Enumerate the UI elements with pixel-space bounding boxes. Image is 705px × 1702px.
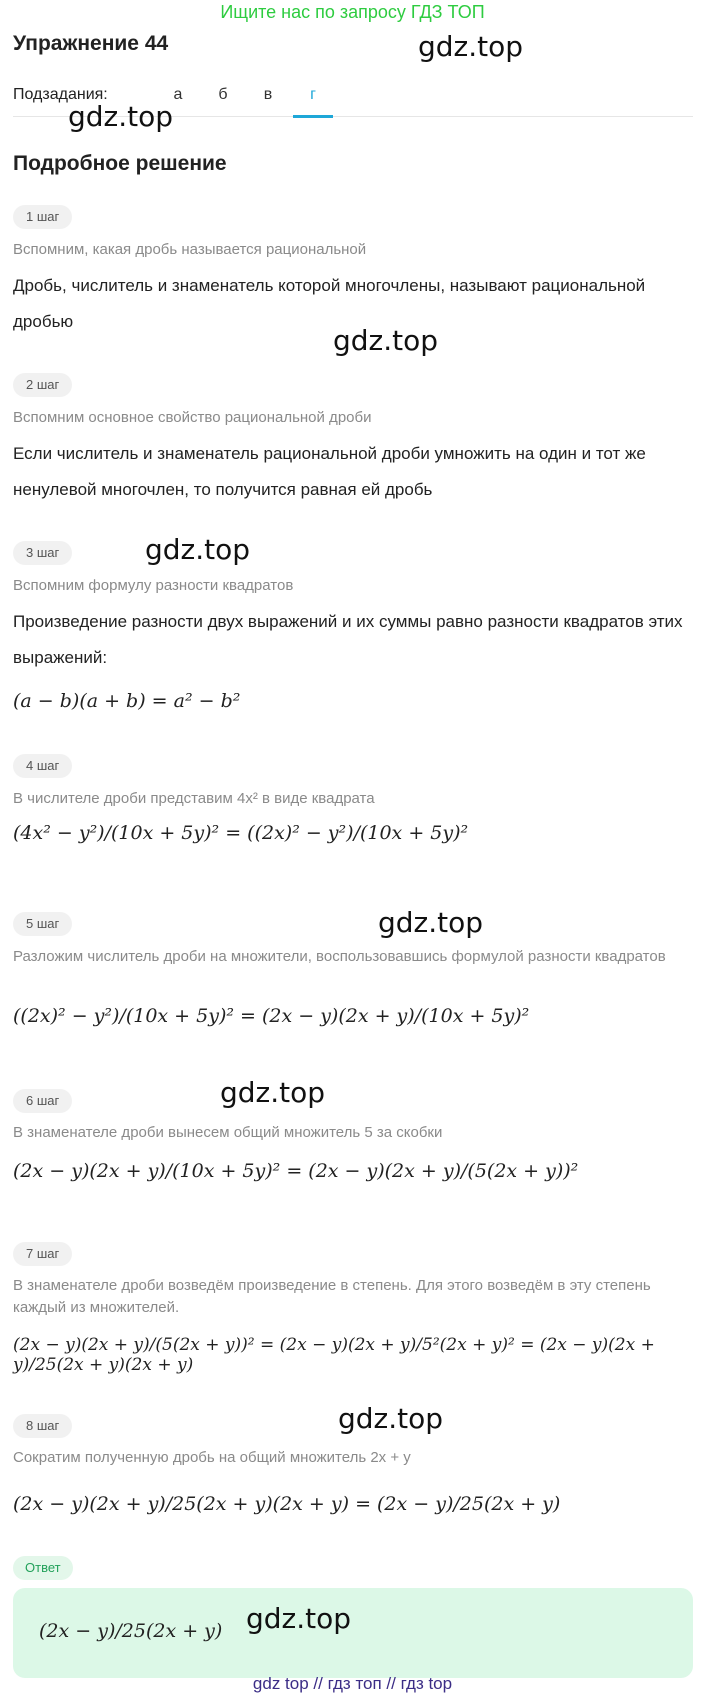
step-formula: (4x² − y²)/(10x + 5y)² = ((2x)² − y²)/(10x + 5y)²: [13, 822, 469, 844]
step-hint: В знаменателе дроби возведём произведение в степень. Для этого возведём в эту степень каждый из множителей.: [13, 1277, 651, 1316]
step-text: Если числитель и знаменатель рациональной дроби умножить на один и тот же ненулевой многочлен, то получится равная ей дробь: [13, 444, 646, 499]
step-formula: (2x − y)(2x + y)/(5(2x + y))² = (2x − y)(2x + y)/5²(2x + y)² = (2x − y)(2x + y)/25(2x + y)(2x + y): [13, 1335, 655, 1375]
step-hint: Вспомним основное свойство рациональной дроби: [13, 409, 372, 426]
watermark: gdz.top: [333, 324, 439, 357]
step-formula: ((2x)² − y²)/(10x + 5y)² = (2x − y)(2x + y)/(10x + 5y)²: [13, 1005, 530, 1027]
step-badge: 8 шаг: [13, 1414, 72, 1438]
subtasks-label: Подзадания:: [13, 86, 108, 103]
step-badge: 2 шаг: [13, 373, 72, 397]
answer-badge: Ответ: [13, 1556, 73, 1580]
step-text: Произведение разности двух выражений и их суммы равно разности квадратов этих выражений:: [13, 612, 683, 667]
step-hint: Сократим полученную дробь на общий множитель 2x + y: [13, 1449, 411, 1466]
step-badge: 4 шаг: [13, 754, 72, 778]
step-hint: В числителе дроби представим 4x² в виде квадрата: [13, 790, 375, 807]
tab-g[interactable]: г: [293, 86, 333, 118]
step-formula: (2x − y)(2x + y)/25(2x + y)(2x + y) = (2x − y)/25(2x + y): [13, 1493, 561, 1515]
step-formula: (2x − y)(2x + y)/(10x + 5y)² = (2x − y)(2x + y)/(5(2x + y))²: [13, 1160, 579, 1182]
watermark: gdz.top: [246, 1602, 352, 1635]
step-hint: В знаменателе дроби вынесем общий множитель 5 за скобки: [13, 1124, 443, 1141]
tab-a[interactable]: а: [173, 86, 183, 103]
step-badge: 7 шаг: [13, 1242, 72, 1266]
exercise-title: Упражнение 44: [13, 32, 169, 55]
watermark: gdz.top: [220, 1076, 326, 1109]
answer-formula: (2x − y)/25(2x + y): [39, 1620, 223, 1642]
step-text: Дробь, числитель и знаменатель которой многочлены, называют рациональной дробью: [13, 276, 646, 331]
footer-links[interactable]: gdz top // гдз топ // гдз top: [252, 1674, 453, 1693]
step-badge: 1 шаг: [13, 205, 72, 229]
step-hint: Вспомним, какая дробь называется рациональной: [13, 241, 367, 258]
tab-b[interactable]: б: [218, 86, 228, 103]
step-badge: 3 шаг: [13, 541, 72, 565]
step-formula: (a − b)(a + b) = a² − b²: [13, 690, 241, 712]
step-hint: Разложим числитель дроби на множители, воспользовавшись формулой разности квадратов: [13, 948, 666, 965]
step-badge: 5 шаг: [13, 912, 72, 936]
step-hint: Вспомним формулу разности квадратов: [13, 577, 294, 594]
watermark: gdz.top: [418, 30, 524, 63]
step-badge: 6 шаг: [13, 1089, 72, 1113]
watermark: gdz.top: [338, 1402, 444, 1435]
section-title: Подробное решение: [13, 152, 227, 175]
top-banner[interactable]: Ищите нас по запросу ГДЗ ТОП: [220, 2, 485, 22]
watermark: gdz.top: [68, 100, 174, 133]
watermark: gdz.top: [378, 906, 484, 939]
answer-box: [13, 1588, 693, 1678]
tab-v[interactable]: в: [263, 86, 273, 103]
watermark: gdz.top: [145, 533, 251, 566]
